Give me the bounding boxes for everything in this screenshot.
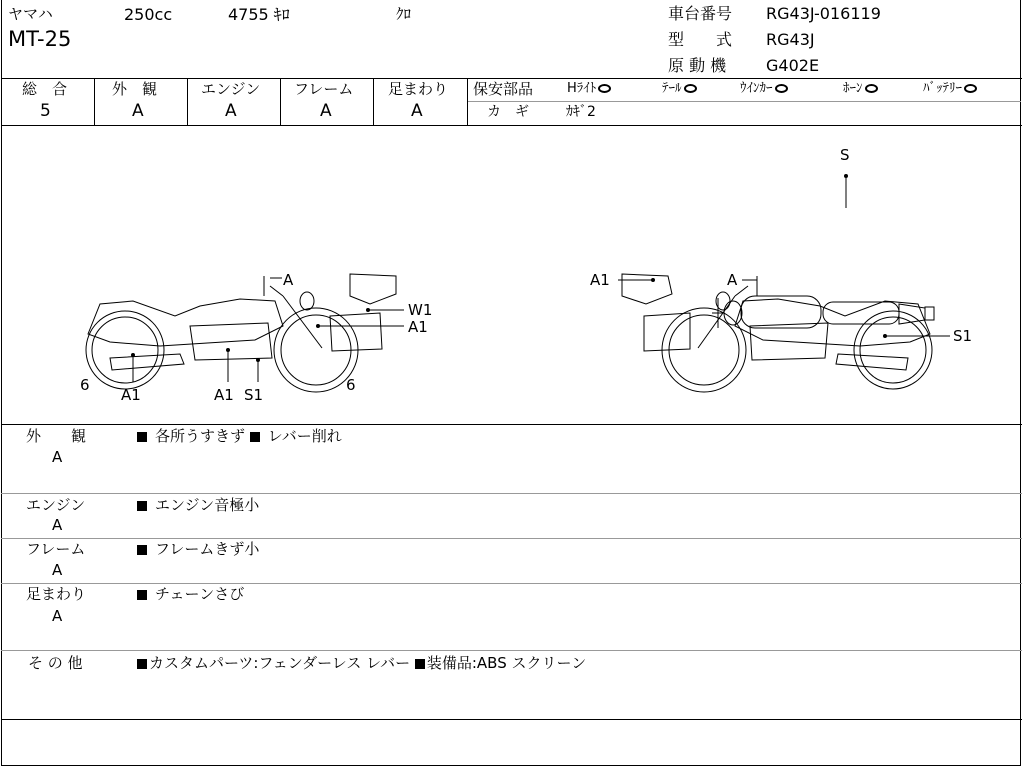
horn-status: ﾎｰﾝ xyxy=(843,82,878,95)
ok-circle-icon xyxy=(865,84,878,93)
mark-label: S xyxy=(840,146,850,164)
remark-grade: A xyxy=(52,561,63,579)
engine-type-value: G402E xyxy=(766,56,820,75)
frame-number: RG43J-016119 xyxy=(766,4,881,23)
model-name: MT-25 xyxy=(8,27,72,51)
taillight-status: ﾃｰﾙ xyxy=(662,82,697,95)
divider xyxy=(1,493,1022,494)
damage-diagram xyxy=(0,126,1022,424)
mark-label: A1 xyxy=(121,386,141,404)
remark-text: カスタムパーツ:フェンダーレス レバー 装備品:ABS スクリーン xyxy=(137,656,586,671)
remark-label: 足まわり xyxy=(26,585,87,603)
maker-name: ヤマハ xyxy=(8,5,53,23)
displacement: 250cc xyxy=(124,5,173,24)
divider xyxy=(1,650,1022,651)
mark-label: 6 xyxy=(346,376,356,394)
color: ｸﾛ xyxy=(396,5,412,23)
damage-labels xyxy=(80,146,972,404)
grade-engine: A xyxy=(225,101,237,121)
grade-exterior-label: 外 観 xyxy=(112,80,158,98)
motorcycle-right-view xyxy=(622,274,932,392)
mark-label: A1 xyxy=(408,318,428,336)
mark-label: A xyxy=(283,271,294,289)
mileage: 4755 ｷﾛ xyxy=(228,5,290,24)
grade-suspension-label: 足まわり xyxy=(388,80,449,98)
mark-label: 6 xyxy=(80,376,90,394)
remark-text: フレームきず小 xyxy=(137,542,259,557)
grade-frame-label: フレーム xyxy=(294,80,354,98)
divider xyxy=(1,78,1022,79)
type-label: 型 式 xyxy=(668,30,733,49)
remark-text: チェーンさび xyxy=(137,587,244,602)
battery-status: ﾊﾞｯﾃﾘｰ xyxy=(923,82,977,95)
winker-status: ｳｲﾝｶｰ xyxy=(740,82,788,95)
grade-total: 5 xyxy=(40,101,51,121)
remark-label: フレーム xyxy=(26,540,86,558)
mark-label: A1 xyxy=(214,386,234,404)
mark-label: S1 xyxy=(953,327,973,345)
ok-circle-icon xyxy=(964,84,977,93)
engine-type-label: 原 動 機 xyxy=(668,56,727,75)
mark-label: S1 xyxy=(244,386,264,404)
grade-total-label: 総 合 xyxy=(22,80,68,98)
remark-grade: A xyxy=(52,448,63,466)
grade-frame: A xyxy=(320,101,332,121)
grade-suspension: A xyxy=(411,101,423,121)
ok-circle-icon xyxy=(598,84,611,93)
key-label: カ ギ xyxy=(487,104,529,120)
divider xyxy=(1,719,1022,720)
remark-text: エンジン音極小 xyxy=(137,498,259,513)
divider xyxy=(1,538,1022,539)
divider xyxy=(467,101,1021,102)
grade-exterior: A xyxy=(132,101,144,121)
mark-label: A1 xyxy=(590,271,610,289)
remark-label: 外 観 xyxy=(26,427,87,445)
headlight-status: Hﾗｲﾄ xyxy=(567,82,611,95)
remark-grade: A xyxy=(52,607,63,625)
safety-parts-label: 保安部品 xyxy=(473,80,534,98)
mark-label: W1 xyxy=(408,301,433,319)
divider xyxy=(1,424,1022,425)
remark-grade: A xyxy=(52,516,63,534)
type-value: RG43J xyxy=(766,30,815,49)
motorcycle-top-view xyxy=(712,178,934,328)
frame-number-label: 車台番号 xyxy=(668,4,733,23)
grade-engine-label: エンジン xyxy=(201,80,261,98)
ok-circle-icon xyxy=(684,84,697,93)
remark-label: そ の 他 xyxy=(28,654,83,672)
remark-text: 各所うすきず レバー削れ xyxy=(137,429,342,444)
callout-points xyxy=(131,174,887,362)
ok-circle-icon xyxy=(775,84,788,93)
remark-label: エンジン xyxy=(26,496,86,514)
mark-label: A xyxy=(727,271,738,289)
key-value: ｶｷﾞ2 xyxy=(566,104,596,120)
divider xyxy=(1,583,1022,584)
